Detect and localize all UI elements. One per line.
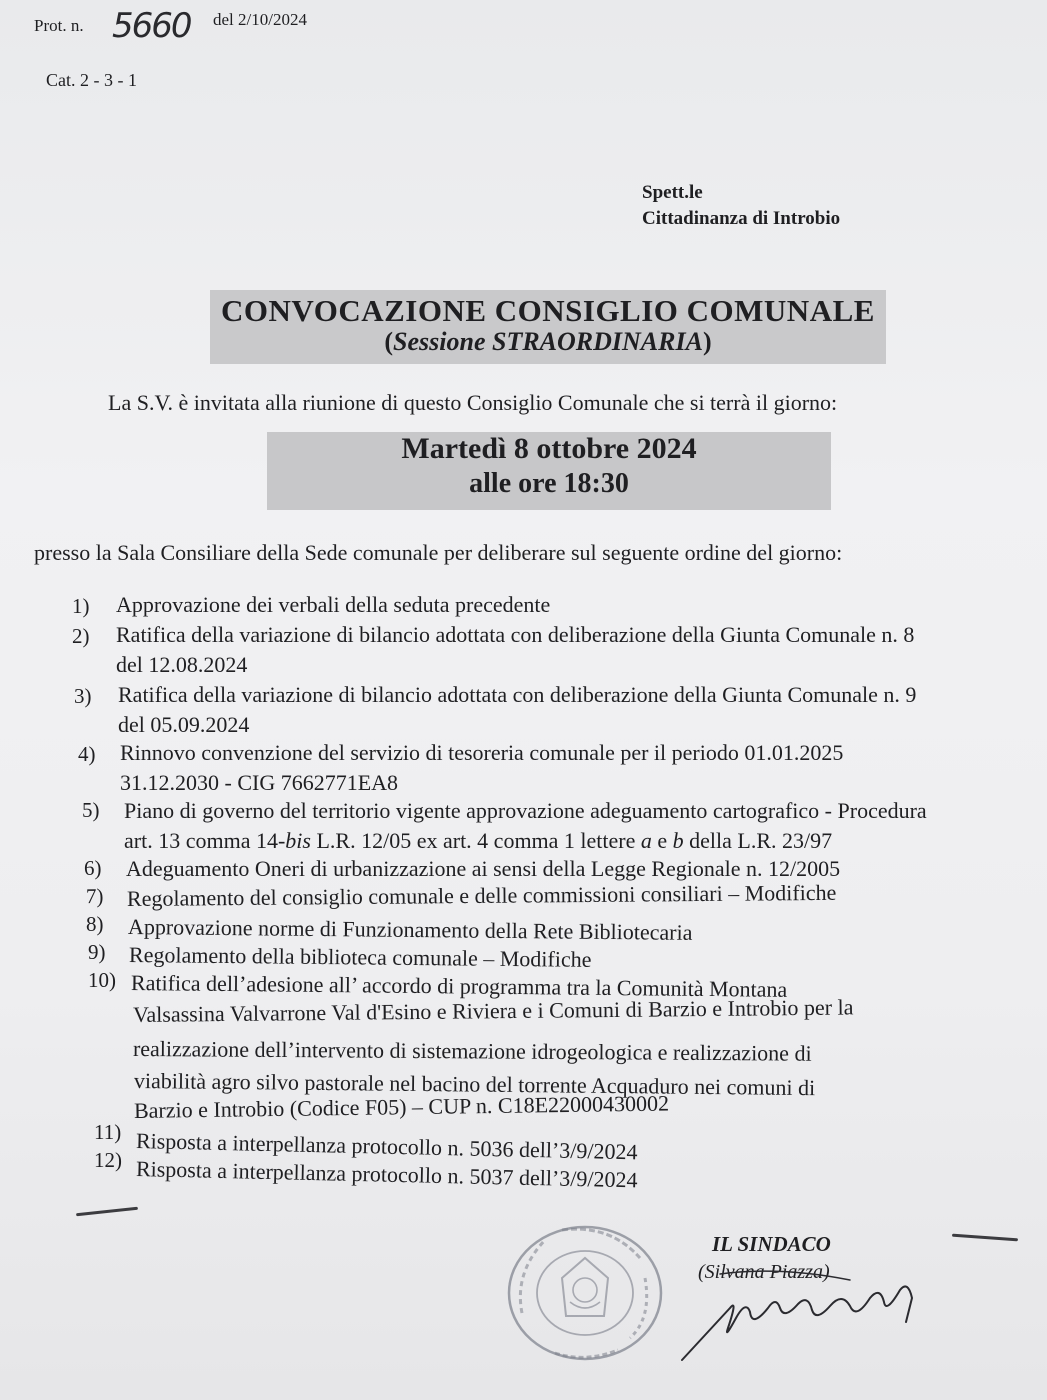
agenda-item-text: Rinnovo convenzione del servizio di tesoreria comunale per il periodo 01.01.2025 (120, 740, 844, 765)
mayor-title: IL SINDACO (712, 1232, 831, 1256)
agenda-number: 2) (72, 624, 90, 648)
agenda-item-text: Valsassina Valvarrone Val d'Esino e Riviera e i Comuni di Barzio e Introbio per la (132, 994, 854, 1027)
meeting-date: Martedì 8 ottobre 2024 (401, 432, 697, 465)
agenda-item-text: Risposta a interpellanza protocollo n. 5036 dell’3/9/2024 (135, 1128, 638, 1165)
agenda-number: 1) (72, 594, 90, 618)
agenda-number: 12) (94, 1148, 122, 1172)
agenda-intro: presso la Sala Consiliare della Sede comunale per deliberare sul seguente ordine del giorno: (34, 540, 843, 565)
agenda-number: 11) (94, 1120, 122, 1144)
handwritten-signature (680, 1268, 920, 1368)
recipient-salutation: Spett.le (642, 182, 703, 203)
protocol-label: Prot. n. (34, 16, 84, 35)
protocol-date: del 2/10/2024 (213, 10, 307, 29)
agenda-item-text: realizzazione dell’intervento di sistemazione idrogeologica e realizzazione di (132, 1036, 812, 1066)
title-box (210, 290, 886, 364)
agenda-number: 5) (82, 798, 100, 822)
agenda-number: 8) (86, 912, 104, 936)
pen-mark (952, 1234, 1018, 1242)
meeting-box (267, 432, 831, 510)
session-type: (Sessione STRAORDINARIA) (384, 327, 712, 356)
agenda-item-text: Regolamento della biblioteca comunale – Modifiche (128, 942, 592, 972)
agenda-item-text: Approvazione norme di Funzionamento della Rete Bibliotecaria (127, 914, 693, 945)
agenda-item-text: Barzio e Introbio (Codice F05) – CUP n. C18E22000430002 (133, 1090, 670, 1123)
agenda-item-text: Ratifica della variazione di bilancio adottata con deliberazione della Giunta Comunale n. 9 (118, 682, 917, 707)
agenda-item-text: Approvazione dei verbali della seduta precedente (116, 592, 551, 617)
agenda-item-text: Adeguamento Oneri di urbanizzazione ai sensi della Legge Regionale n. 12/2005 (126, 856, 841, 881)
agenda-item-text: Ratifica dell’adesione all’ accordo di programma tra la Comunità Montana (130, 970, 788, 1002)
agenda-item-text: Ratifica della variazione di bilancio adottata con deliberazione della Giunta Comunale n. 8 (116, 622, 915, 647)
document-title: CONVOCAZIONE CONSIGLIO COMUNALE (221, 293, 875, 328)
invitation-text: La S.V. è invitata alla riunione di questo Consiglio Comunale che si terrà il giorno: (108, 390, 838, 415)
mayor-name: (Silvana Piazza) (698, 1261, 830, 1283)
agenda-number: 3) (74, 684, 92, 708)
agenda-item-text: 31.12.2030 - CIG 7662771EA8 (120, 770, 399, 795)
protocol-number: 5660 (112, 6, 191, 46)
agenda-item-text: Risposta a interpellanza protocollo n. 5037 dell’3/9/2024 (135, 1156, 638, 1193)
agenda-item-text: Piano di governo del territorio vigente approvazione adeguamento cartografico - Procedura (124, 798, 927, 823)
agenda-number: 9) (88, 940, 106, 964)
agenda-item-text: Regolamento del consiglio comunale e delle commissioni consiliari – Modifiche (126, 879, 837, 911)
agenda-item-text: del 05.09.2024 (118, 712, 250, 737)
category-code: Cat. 2 - 3 - 1 (46, 70, 137, 90)
agenda-item-text: del 12.08.2024 (116, 652, 248, 677)
agenda-number: 6) (84, 856, 102, 880)
municipal-seal (500, 1218, 670, 1368)
agenda-number: 7) (85, 883, 104, 909)
agenda-item-text: art. 13 comma 14-bis L.R. 12/05 ex art. 4 comma 1 lettere a e b della L.R. 23/97 (124, 828, 833, 853)
meeting-time: alle ore 18:30 (469, 468, 629, 499)
agenda-number: 4) (78, 742, 96, 766)
agenda-number: 10) (88, 968, 116, 992)
agenda-item-text: viabilità agro silvo pastorale nel bacino del torrente Acquaduro nei comuni di (133, 1068, 816, 1101)
pen-mark (76, 1207, 138, 1216)
recipient-name: Cittadinanza di Introbio (642, 208, 841, 229)
